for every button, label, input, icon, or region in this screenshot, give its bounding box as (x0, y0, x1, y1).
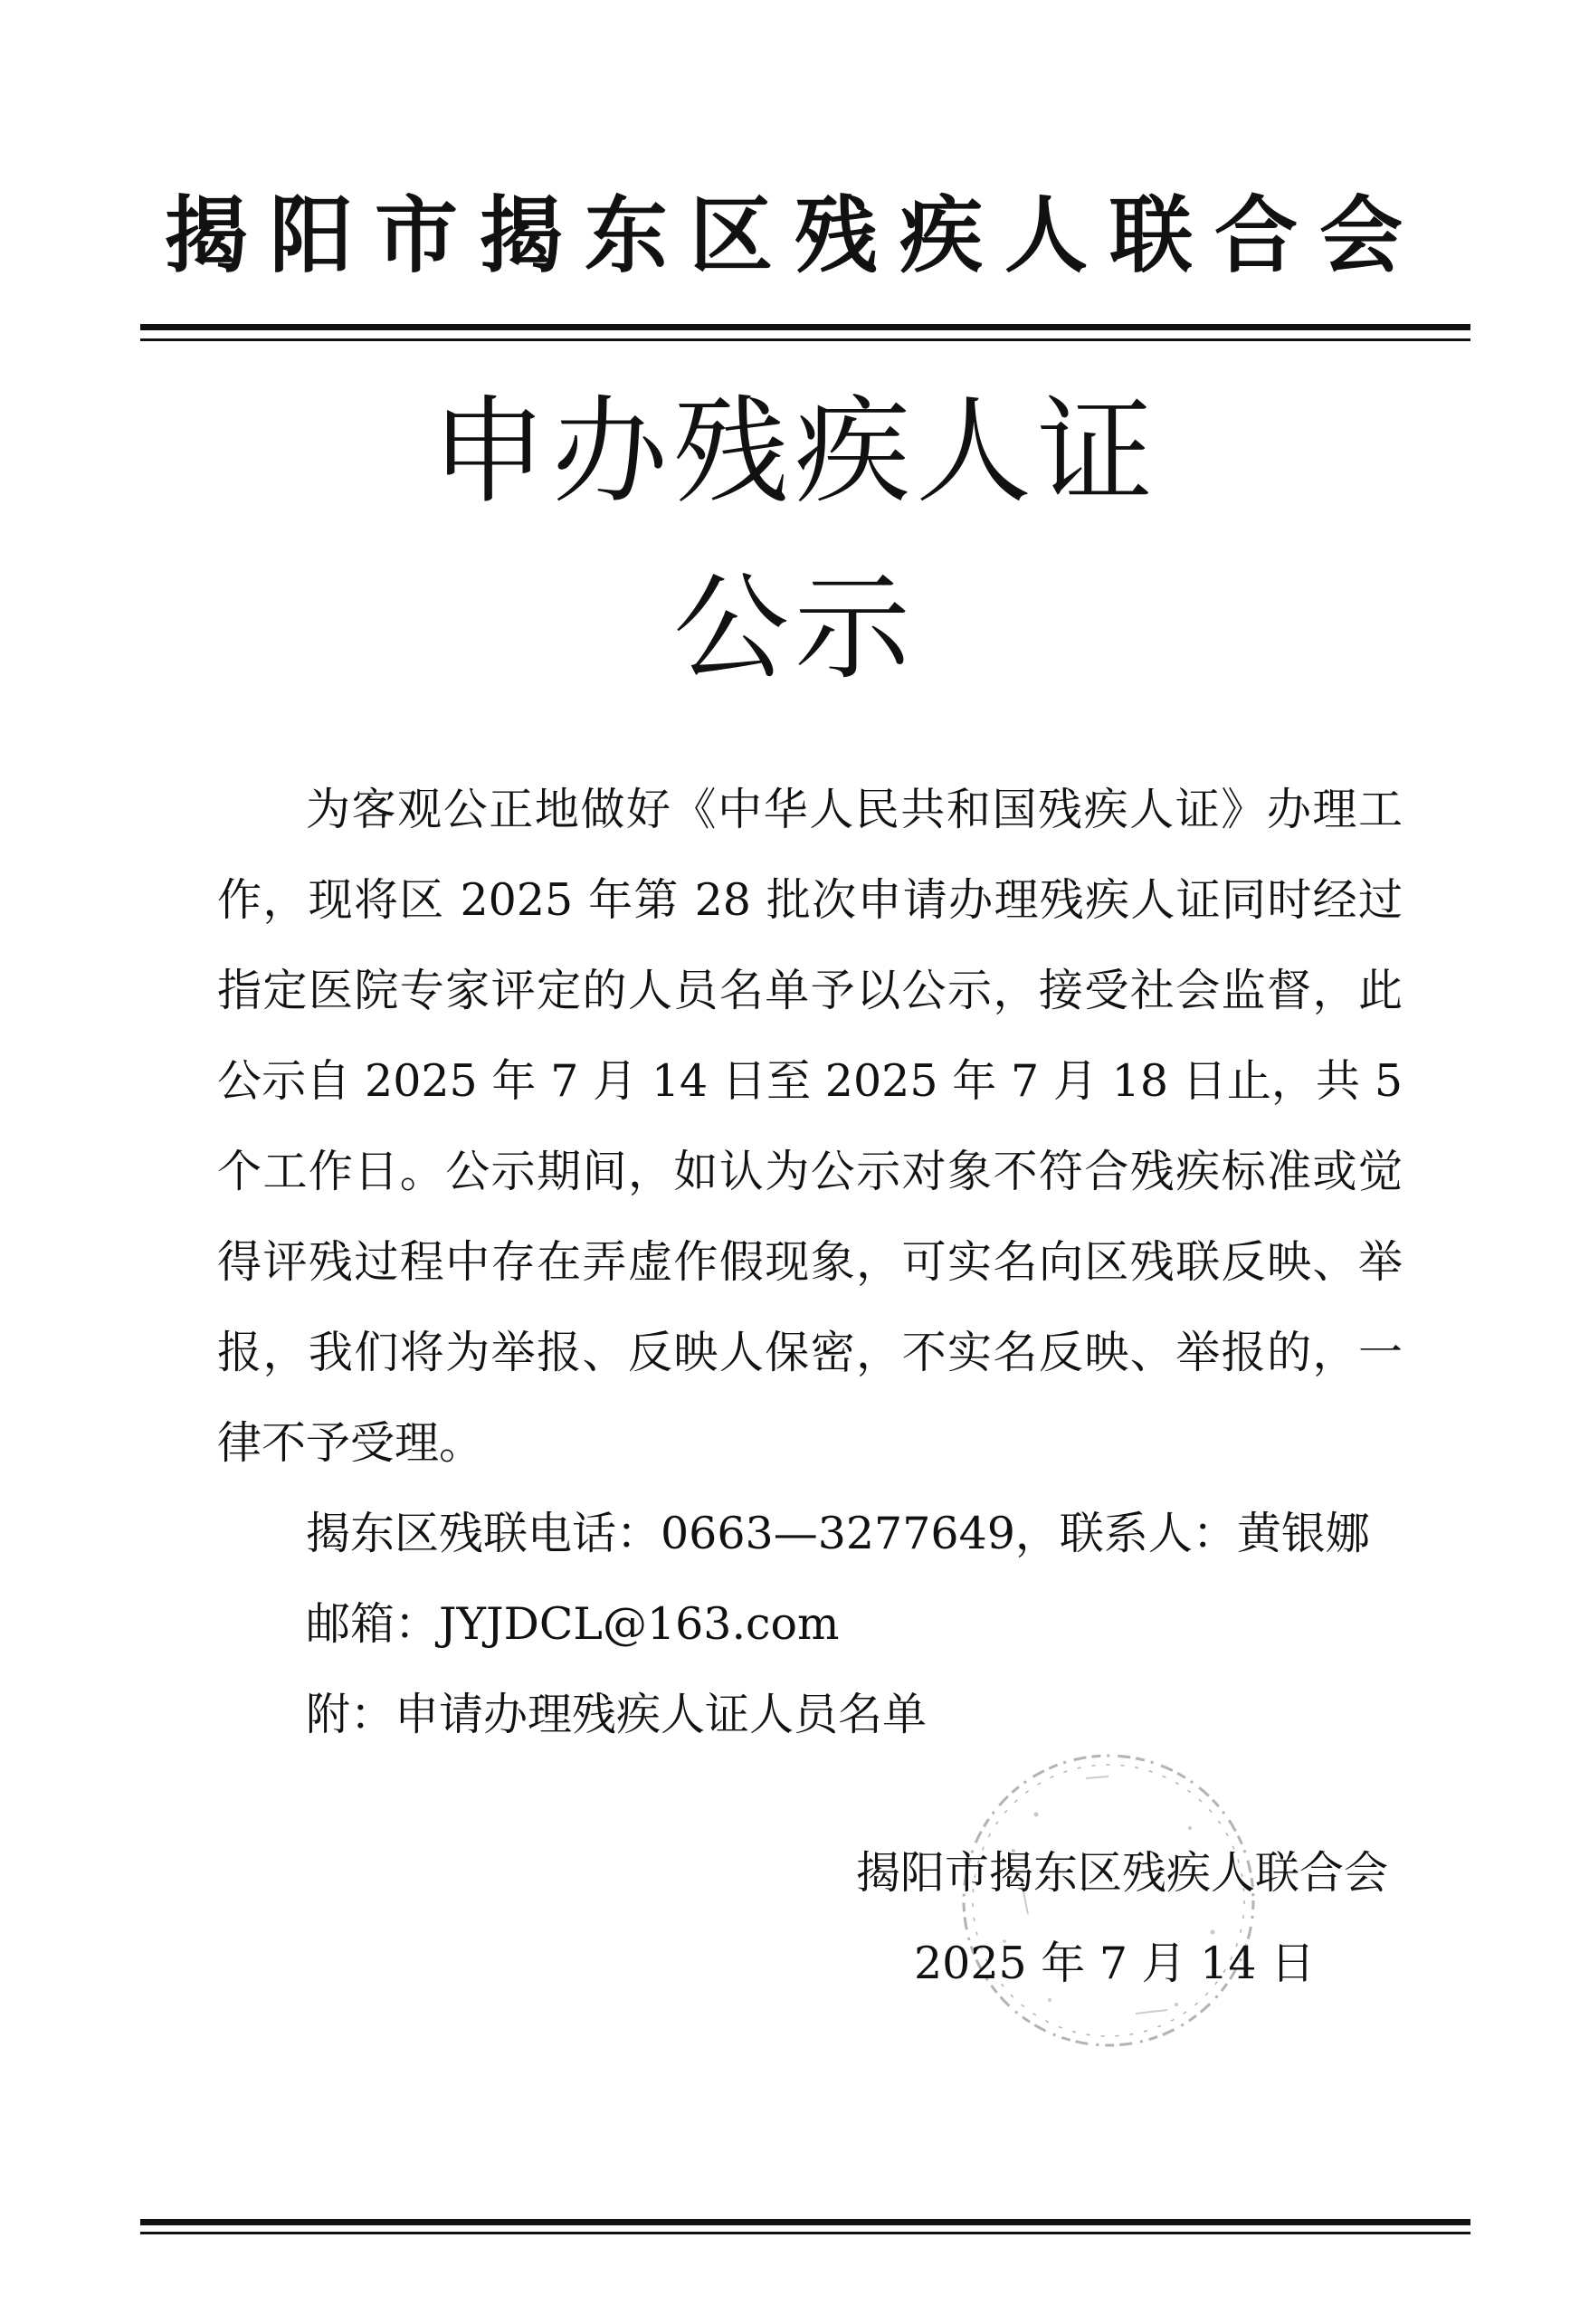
contact-line: 揭东区残联电话：0663—3277649，联系人：黄银娜 (306, 1508, 1370, 1559)
attachment-line: 附：申请办理残疾人证人员名单 (306, 1689, 928, 1740)
header-rule-thin (140, 338, 1470, 341)
notice-paragraph: 为客观公正地做好《中华人民共和国残疾人证》办理工作，现将区 2025 年第 28 批次申请办理残疾人证同时经过指定医院专家评定的人员名单予以公示，接受社会监督，此公示自 2025 年 7 月 14 日至 2025 年 7 月 18 日止，共 5 个工作日。公示期间，如认为公示对象不符合残疾标准或觉得评残过程中存在弄虚作假现象，可实名向区残联反映、举报，我们将为举报、反映人保密，不实名反映、举报的，一律不予受理。 (217, 784, 1403, 1469)
notice-body (217, 765, 1403, 1760)
footer-rule-thick (140, 2219, 1470, 2225)
signature-organization: 揭阳市揭东区残疾人联合会 (855, 1847, 1388, 1899)
signature-date: 2025 年 7 月 14 日 (914, 1938, 1316, 1989)
organization-header: 揭阳市揭东区残疾人联合会 (164, 186, 1424, 284)
footer-rule-thin (140, 2232, 1470, 2234)
header-rule-thick (140, 324, 1470, 330)
email-line: 邮箱：JYJDCL@163.com (306, 1598, 840, 1650)
notice-title: 申办残疾人证 (430, 385, 1158, 519)
notice-subtitle: 公示 (672, 561, 916, 696)
